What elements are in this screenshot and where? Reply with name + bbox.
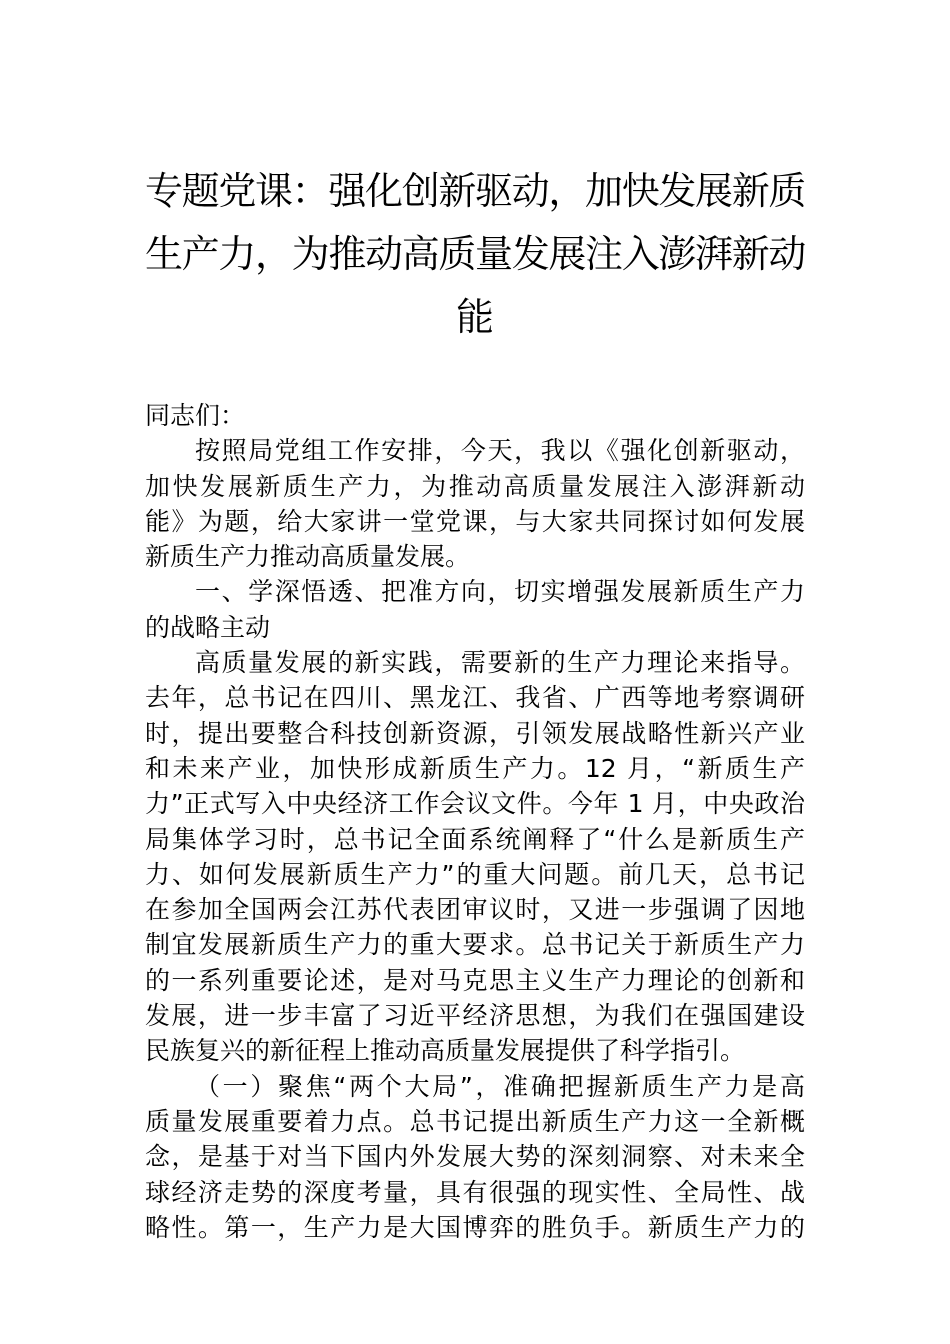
paragraph-line: 和未来产业，加快形成新质生产力。12 月，“新质生产	[145, 753, 805, 783]
paragraph-line: 局集体学习时，总书记全面系统阐释了“什么是新质生产	[145, 824, 805, 854]
paragraph-line: 民族复兴的新征程上推动高质量发展提供了科学指引。	[145, 1036, 746, 1066]
paragraph-line: 发展，进一步丰富了习近平经济思想，为我们在强国建设	[145, 1001, 805, 1031]
paragraph-line: 在参加全国两会江苏代表团审议时，又进一步强调了因地	[145, 895, 805, 925]
paragraph-line: 去年，总书记在四川、黑龙江、我省、广西等地考察调研	[145, 683, 805, 713]
document-title	[145, 160, 805, 349]
paragraph-line: 时，提出要整合科技创新资源，引领发展战略性新兴产业	[145, 718, 805, 748]
paragraph-background	[145, 645, 805, 1069]
paragraph-line: 制宜发展新质生产力的重大要求。总书记关于新质生产力	[145, 930, 805, 960]
title-line: 能	[455, 295, 494, 339]
salutation: 同志们：	[145, 401, 246, 430]
section-heading-1	[145, 574, 805, 645]
paragraph-line: 力”正式写入中央经济工作会议文件。今年 1 月，中央政治	[145, 789, 805, 819]
heading-line: 的战略主动	[145, 612, 271, 642]
paragraph-line: 按照局党组工作安排，今天，我以《强化创新驱动，	[195, 436, 805, 466]
paragraph-intro	[145, 433, 805, 574]
paragraph-line: 球经济走势的深度考量，具有很强的现实性、全局性、战	[145, 1177, 805, 1207]
paragraph-line: 略性。第一，生产力是大国博弈的胜负手。新质生产力的	[145, 1212, 805, 1242]
document-body	[145, 398, 805, 1245]
paragraph-line: （一）聚焦“两个大局”，准确把握新质生产力是高	[195, 1071, 805, 1101]
paragraph-line: 加快发展新质生产力，为推动高质量发展注入澎湃新动	[145, 471, 805, 501]
paragraph-line: 质量发展重要着力点。总书记提出新质生产力这一全新概	[145, 1106, 805, 1136]
paragraph-line: 的一系列重要论述，是对马克思主义生产力理论的创新和	[145, 965, 805, 995]
heading-line: 一、学深悟透、把准方向，切实增强发展新质生产力	[195, 577, 805, 607]
paragraph-line: 新质生产力推动高质量发展。	[145, 542, 471, 572]
title-line: 专题党课：强化创新驱动，加快发展新质	[145, 169, 806, 213]
paragraph-line: 高质量发展的新实践，需要新的生产力理论来指导。	[195, 648, 805, 678]
paragraph-line: 能》为题，给大家讲一堂党课，与大家共同探讨如何发展	[145, 506, 805, 536]
paragraph-point-1	[145, 1069, 805, 1245]
title-line: 生产力，为推动高质量发展注入澎湃新动	[145, 232, 806, 276]
paragraph-line: 力、如何发展新质生产力”的重大问题。前几天，总书记	[145, 859, 805, 889]
paragraph-line: 念，是基于对当下国内外发展大势的深刻洞察、对未来全	[145, 1142, 805, 1172]
